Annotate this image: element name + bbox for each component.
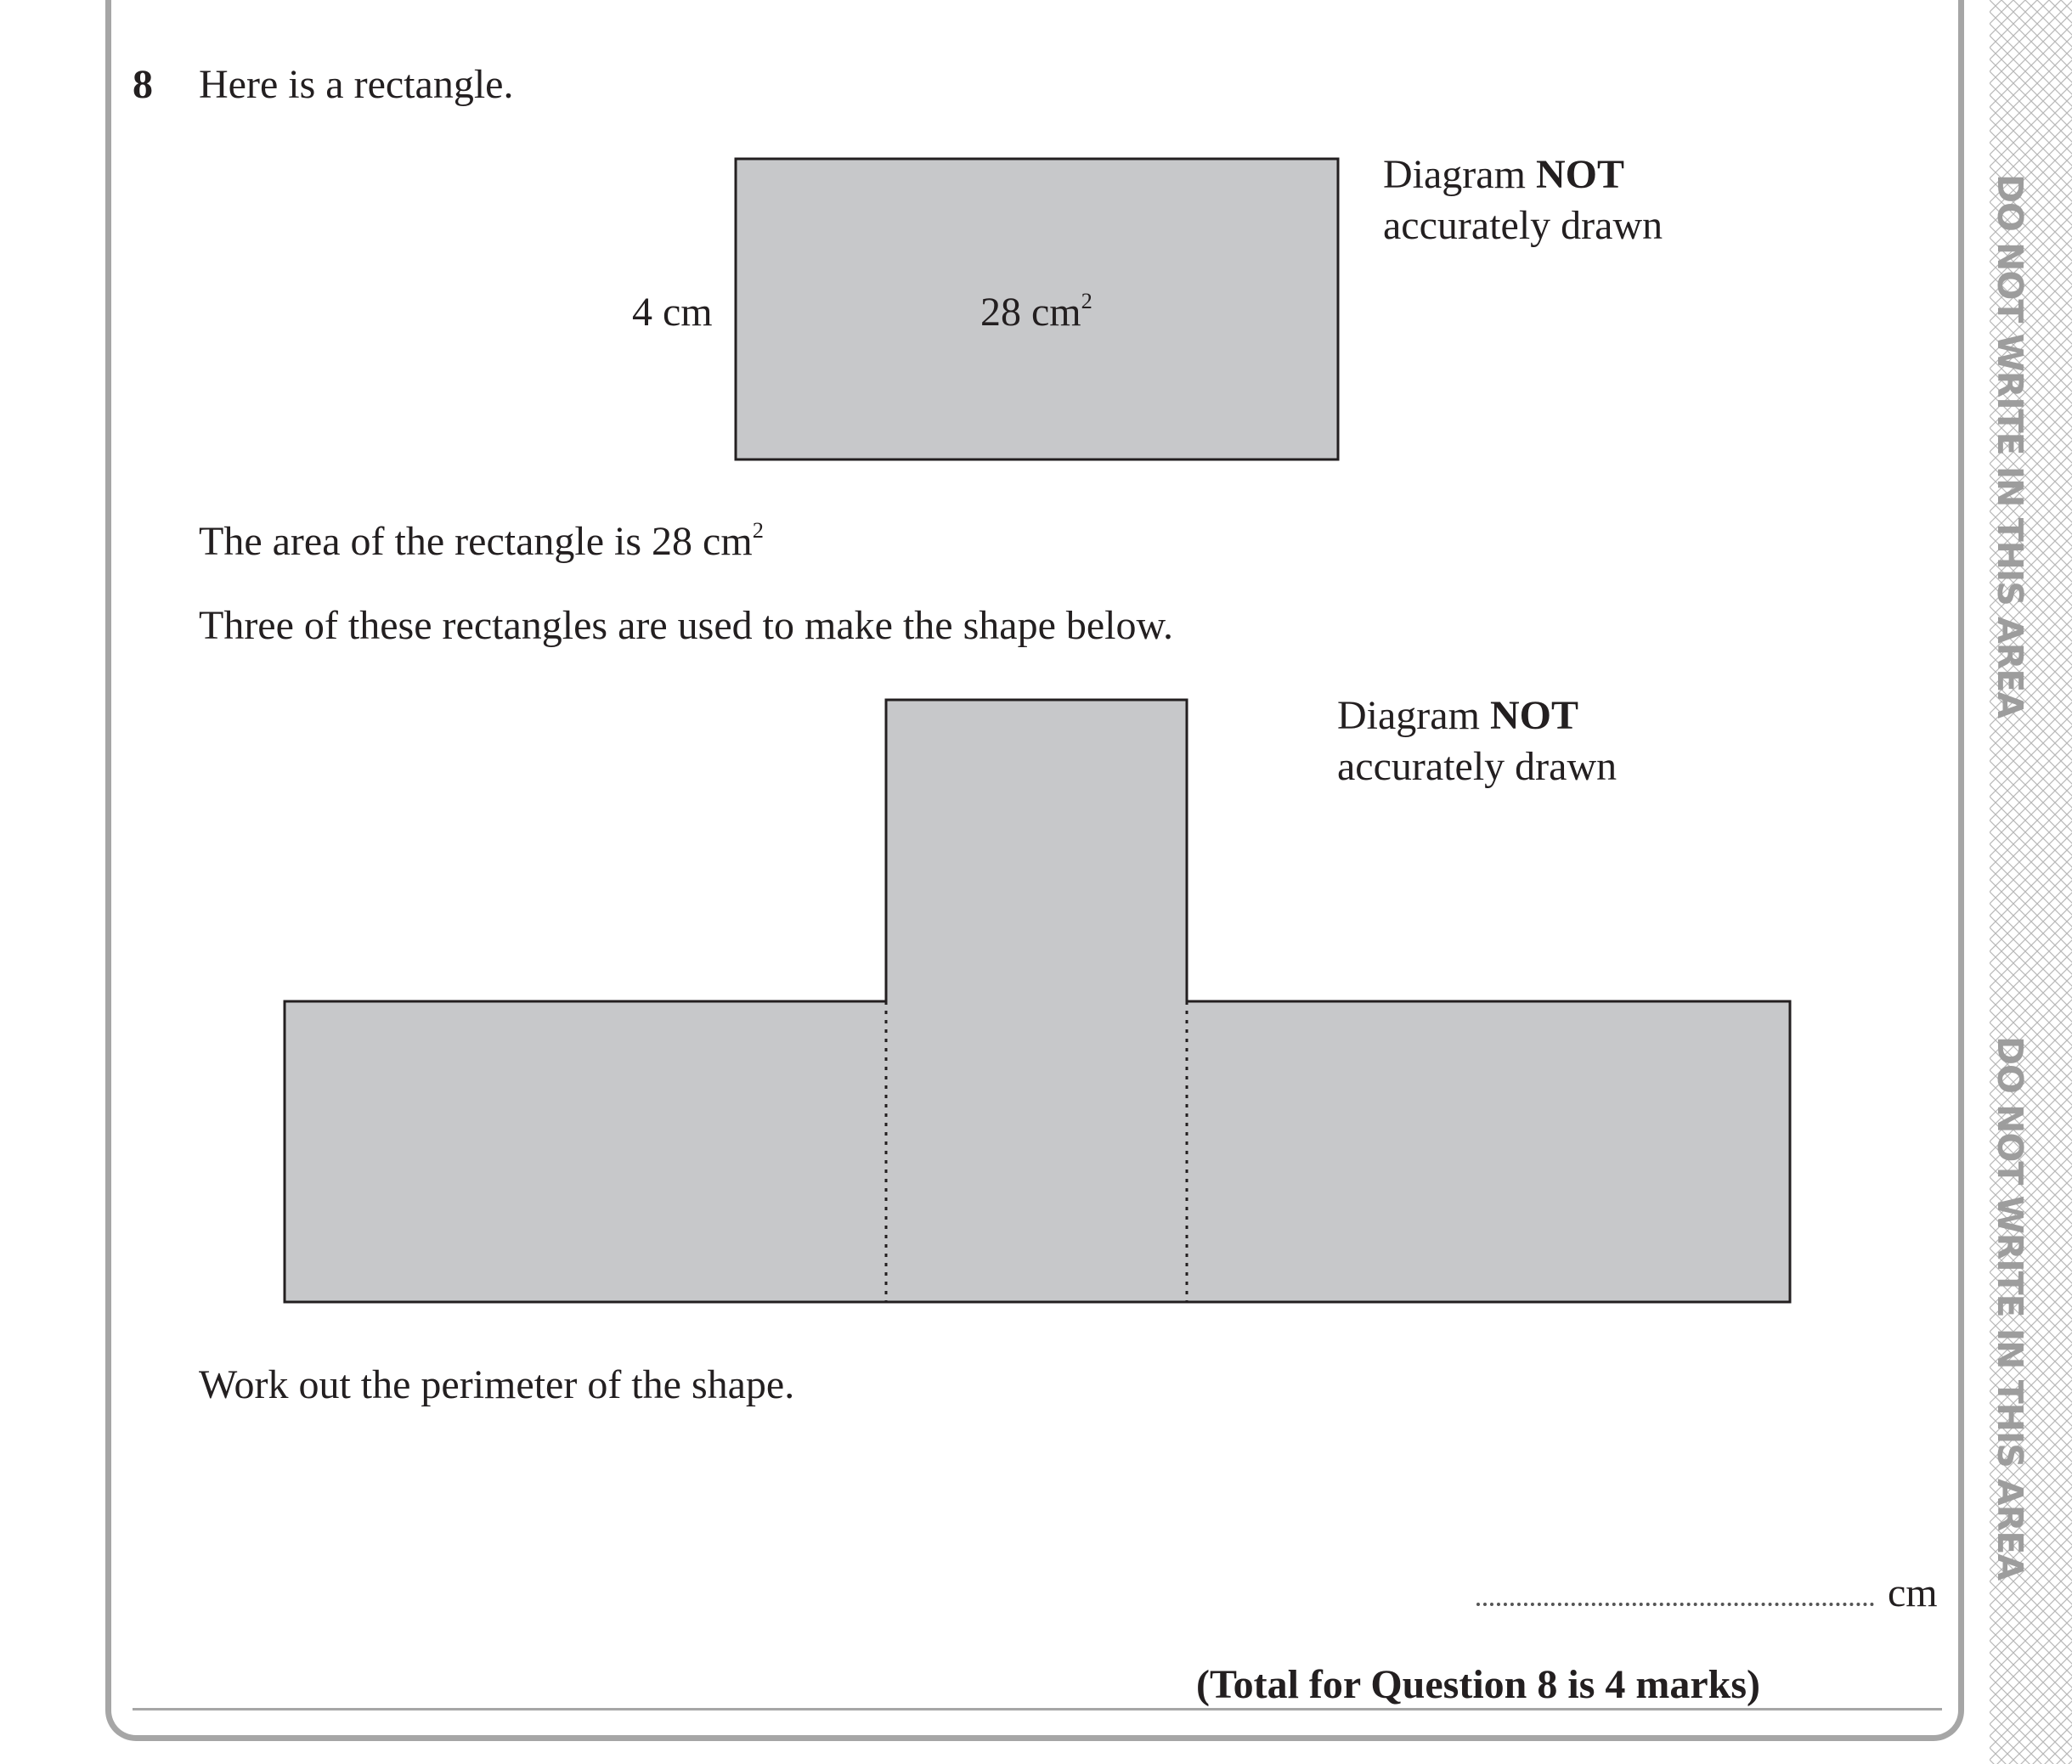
question-number: 8	[133, 62, 153, 107]
three-rectangles-sentence: Three of these rectangles are used to make the shape below.	[199, 603, 1174, 648]
diagram-note-1: Diagram NOT	[1383, 152, 1624, 197]
task-instruction: Work out the perimeter of the shape.	[199, 1362, 795, 1407]
question-intro: Here is a rectangle.	[199, 62, 514, 107]
diagram-note-2-line2: accurately drawn	[1337, 744, 1618, 789]
diagram-note-2: Diagram NOT	[1337, 693, 1578, 738]
rect-side-label: 4 cm	[632, 290, 713, 335]
diagram-note-1-line2: accurately drawn	[1383, 203, 1663, 248]
answer-line[interactable]	[1476, 1603, 1874, 1606]
rect-area-label: 28 $cm^2$	[980, 288, 1092, 335]
area-sentence: The area of the rectangle is 28 $cm^2$	[199, 517, 764, 564]
answer-unit: cm	[1888, 1570, 1938, 1615]
composite-shape	[285, 700, 1790, 1302]
margin-warning-upper: DO NOT WRITE IN THIS AREA	[1990, 174, 2030, 719]
total-marks: (Total for Question 8 is 4 marks)	[1196, 1662, 1761, 1707]
margin-warning-lower: DO NOT WRITE IN THIS AREA	[1990, 1036, 2030, 1581]
